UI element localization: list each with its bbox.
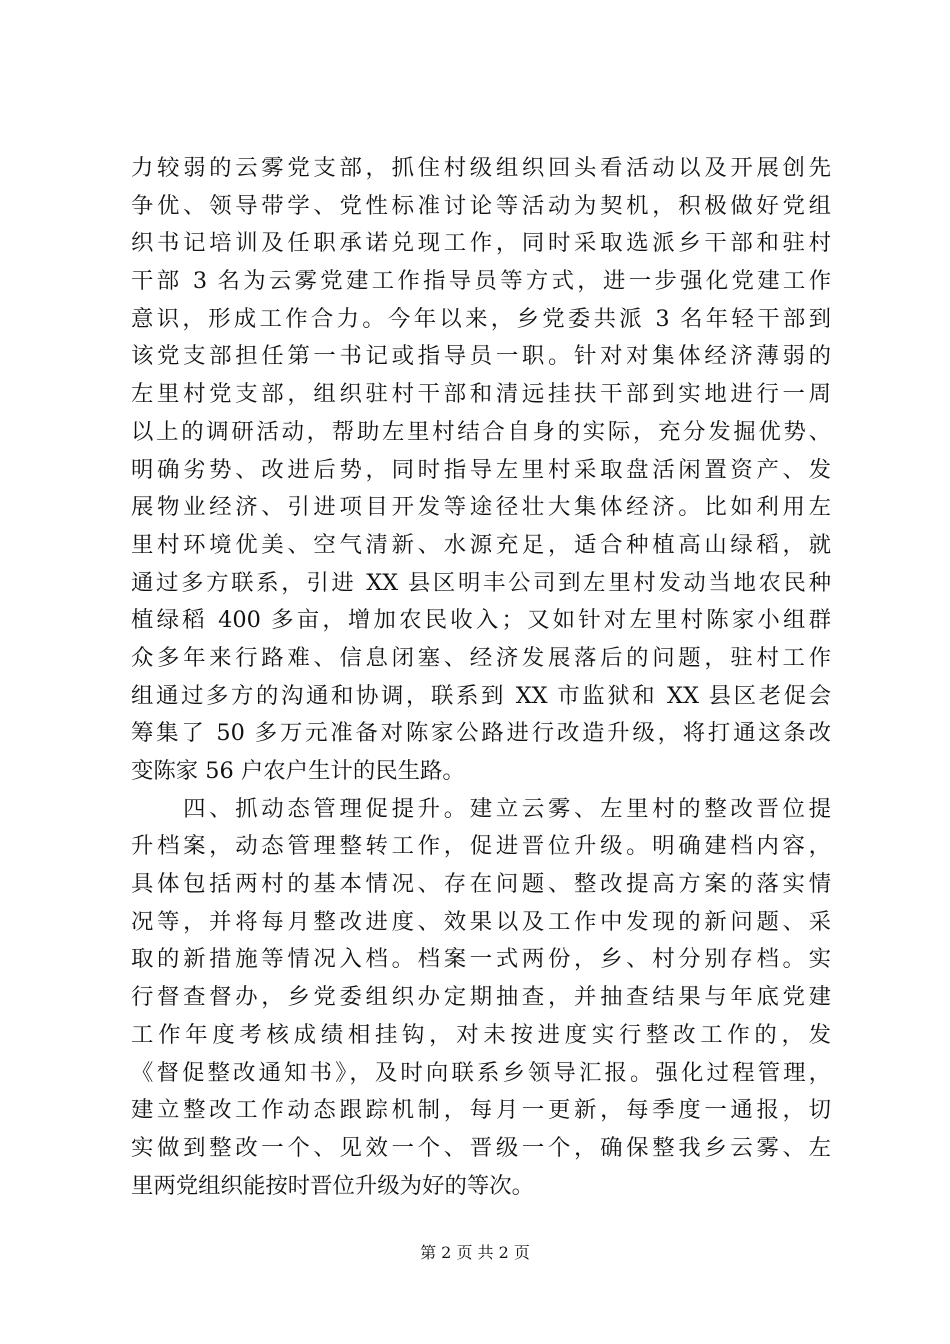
text-line: 以上的调研活动，帮助左里村结合自身的实际，充分发掘优势、 [131, 418, 831, 445]
text-line: 里两党组织能按时晋位升级为好的等次。 [131, 1172, 535, 1199]
text-line: 争优、领导带学、党性标准讨论等活动为契机，积极做好党组 [131, 192, 831, 219]
text-line: 建立整改工作动态跟踪机制，每月一更新，每季度一通报，切 [131, 1097, 831, 1124]
text-line: 工作年度考核成绩相挂钩，对未按进度实行整改工作的，发 [131, 1021, 831, 1048]
text-line: 具体包括两村的基本情况、存在问题、整改提高方案的落实情 [131, 871, 831, 898]
text-line: 意识，形成工作合力。今年以来，乡党委共派 3 名年轻干部到 [131, 305, 831, 332]
text-line: 该党支部担任第一书记或指导员一职。针对对集体经济薄弱的 [131, 343, 831, 370]
text-line: 实做到整改一个、见效一个、晋级一个，确保整我乡云雾、左 [131, 1134, 831, 1161]
text-line: 升档案，动态管理整转工作，促进晋位升级。明确建档内容， [131, 833, 831, 860]
text-line: 明确劣势、改进后势，同时指导左里村采取盘活闲置资产、发 [131, 456, 831, 483]
body-text [131, 150, 831, 1205]
text-line: 况等，并将每月整改进度、效果以及工作中发现的新问题、采 [131, 908, 831, 935]
text-line: 组通过多方的沟通和协调，联系到 XX 市监狱和 XX 县区老促会 [131, 682, 831, 709]
text-line: 行督查督办，乡党委组织办定期抽查，并抽查结果与年底党建 [131, 984, 831, 1011]
text-line: 通过多方联系，引进 XX 县区明丰公司到左里村发动当地农民种 [131, 569, 831, 596]
text-line: 筹集了 50 多万元准备对陈家公路进行改造升级，将打通这条改 [131, 720, 831, 747]
text-line: 左里村党支部，组织驻村干部和清远挂扶干部到实地进行一周 [131, 381, 831, 408]
text-line: 变陈家 56 户农户生计的民生路。 [131, 758, 465, 784]
text-line: 《督促整改通知书》，及时向联系乡领导汇报。强化过程管理， [131, 1059, 831, 1086]
text-line: 干部 3 名为云雾党建工作指导员等方式，进一步强化党建工作 [131, 268, 831, 295]
text-line: 展物业经济、引进项目开发等途径壮大集体经济。比如利用左 [131, 494, 831, 521]
text-line: 里村环境优美、空气清新、水源充足，适合种植高山绿稻，就 [131, 531, 831, 558]
text-line: 取的新措施等情况入档。档案一式两份，乡、村分别存档。实 [131, 946, 831, 973]
text-line: 众多年来行路难、信息闭塞、经济发展落后的问题，驻村工作 [131, 644, 831, 671]
text-line: 四、抓动态管理促提升。建立云雾、左里村的整改晋位提 [131, 795, 831, 822]
text-line: 植绿稻 400 多亩，增加农民收入；又如针对左里村陈家小组群 [131, 607, 831, 634]
text-line: 力较弱的云雾党支部，抓住村级组织回头看活动以及开展创先 [131, 155, 831, 181]
text-line: 织书记培训及任职承诺兑现工作，同时采取选派乡干部和驻村 [131, 230, 831, 257]
page-footer: 第 2 页 共 2 页 [420, 1243, 530, 1262]
